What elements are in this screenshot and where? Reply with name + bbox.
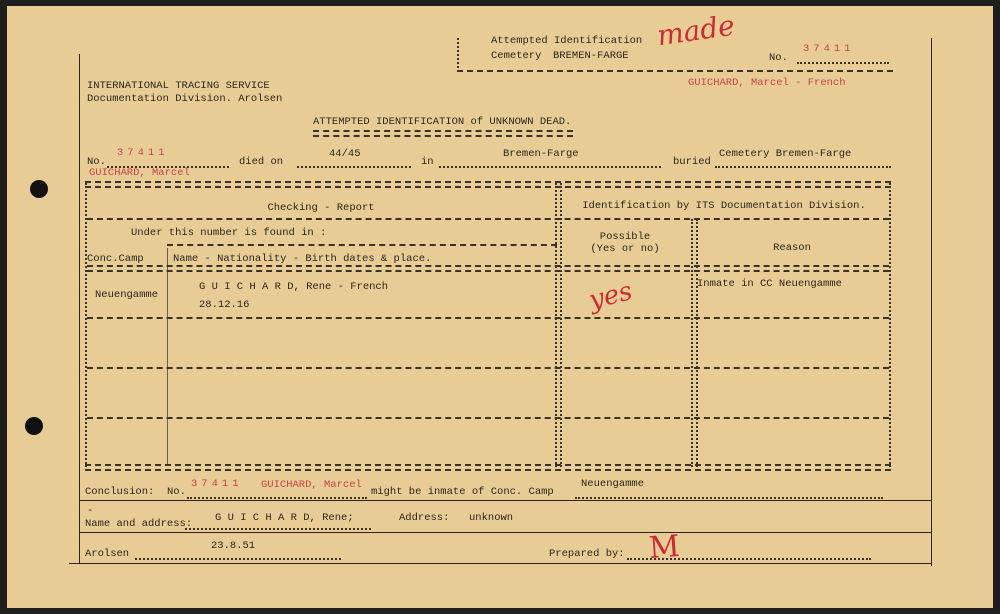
row-camp: Neuengamme bbox=[95, 289, 159, 301]
row-possible-handwritten: yes bbox=[586, 276, 636, 316]
header-cemetery-label: Cemetery bbox=[491, 50, 542, 62]
header-cemetery-value: BREMEN-FARGE bbox=[553, 50, 629, 62]
conclusion-dots bbox=[187, 497, 367, 499]
record-name: GUICHARD, Marcel bbox=[89, 167, 190, 179]
table-row-line-2 bbox=[167, 244, 557, 246]
table-camp-divider bbox=[167, 248, 168, 466]
address-value: unknown bbox=[469, 512, 514, 524]
table-left-border bbox=[85, 183, 87, 467]
record-died-label: died on bbox=[239, 156, 284, 168]
punch-hole-bottom bbox=[25, 417, 43, 435]
header-box-bottom-border bbox=[457, 70, 893, 72]
punch-hole-top bbox=[30, 180, 48, 198]
record-buried-label: buried bbox=[673, 156, 711, 168]
prepared-by-label: Prepared by: bbox=[549, 548, 625, 560]
identification-card bbox=[7, 6, 993, 608]
header-attempted-identification: Attempted Identification bbox=[491, 35, 643, 47]
conclusion-number: 37411 bbox=[191, 478, 243, 490]
record-no-label: No. bbox=[87, 156, 106, 168]
header-no-dots bbox=[797, 62, 889, 64]
name-address-label: Name and address: bbox=[85, 518, 193, 530]
record-number: 37411 bbox=[117, 147, 169, 159]
table-bottom-border bbox=[85, 464, 891, 471]
separator-line-1 bbox=[79, 500, 931, 501]
name-address-name: G U I C H A R D, Rene; bbox=[215, 512, 354, 524]
handwritten-made: made bbox=[655, 8, 737, 53]
card-bottom-line bbox=[69, 563, 931, 564]
table-row-line-3 bbox=[87, 317, 889, 319]
record-died-dots bbox=[297, 166, 411, 168]
header-no-label: No. bbox=[769, 52, 788, 64]
row-reason: Inmate in CC Neuengamme bbox=[697, 278, 842, 290]
table-reason-divider bbox=[691, 219, 698, 467]
table-header-bottom bbox=[87, 265, 889, 272]
footer-date: 23.8.51 bbox=[211, 540, 256, 552]
under-number-header: Under this number is found in : bbox=[131, 227, 327, 239]
name-column-header: Name - Nationality - Birth dates & place. bbox=[173, 253, 432, 265]
record-buried-value: Cemetery Bremen-Farge bbox=[719, 148, 852, 160]
separator-line-2 bbox=[79, 532, 931, 533]
conclusion-name: GUICHARD, Marcel bbox=[261, 479, 362, 491]
footer-place: Arolsen bbox=[85, 548, 130, 560]
org-division: Documentation Division. Arolsen bbox=[87, 93, 283, 105]
address-label: Address: bbox=[399, 512, 450, 524]
table-right-border bbox=[889, 183, 891, 467]
row-birth-date: 28.12.16 bbox=[199, 299, 250, 311]
conclusion-text: might be inmate of Conc. Camp bbox=[371, 486, 554, 498]
name-address-dots bbox=[185, 528, 371, 530]
title-underline bbox=[313, 130, 573, 137]
table-row-line-4 bbox=[87, 367, 889, 369]
record-in-label: in bbox=[421, 156, 434, 168]
conclusion-no-label: No. bbox=[167, 486, 186, 498]
header-box-left-border bbox=[457, 38, 459, 72]
subject-name-nationality: GUICHARD, Marcel - French bbox=[688, 77, 846, 89]
table-row-line-5 bbox=[87, 417, 889, 419]
dash-mark: - bbox=[87, 505, 94, 517]
record-died-value: 44/45 bbox=[329, 148, 361, 160]
header-number: 37411 bbox=[803, 43, 855, 55]
prepared-by-dots bbox=[627, 558, 871, 560]
table-row-line-1 bbox=[87, 218, 889, 220]
table-middle-divider bbox=[555, 183, 562, 467]
camp-column-header: Conc.Camp bbox=[87, 253, 144, 265]
identification-header: Identification by ITS Documentation Division. bbox=[582, 200, 866, 212]
org-name: INTERNATIONAL TRACING SERVICE bbox=[87, 80, 270, 92]
checking-report-header: Checking - Report bbox=[267, 202, 375, 214]
possible-header-line2: (Yes or no) bbox=[590, 243, 660, 255]
footer-date-dots bbox=[135, 558, 341, 560]
row-name: G U I C H A R D, Rene - French bbox=[199, 281, 389, 293]
card-right-border bbox=[931, 38, 932, 566]
possible-header-line1: Possible bbox=[599, 231, 651, 243]
document-title: ATTEMPTED IDENTIFICATION of UNKNOWN DEAD. bbox=[313, 116, 572, 128]
conclusion-camp-dots bbox=[575, 497, 883, 499]
table-top-border bbox=[85, 181, 891, 188]
prepared-by-mark: M bbox=[647, 528, 681, 567]
record-buried-dots bbox=[715, 166, 891, 168]
conclusion-label: Conclusion: bbox=[85, 486, 155, 498]
card-left-border bbox=[79, 54, 80, 564]
reason-header: Reason bbox=[773, 242, 811, 254]
conclusion-camp: Neuengamme bbox=[581, 478, 645, 490]
record-in-dots bbox=[439, 166, 661, 168]
record-in-value: Bremen-Farge bbox=[503, 148, 579, 160]
